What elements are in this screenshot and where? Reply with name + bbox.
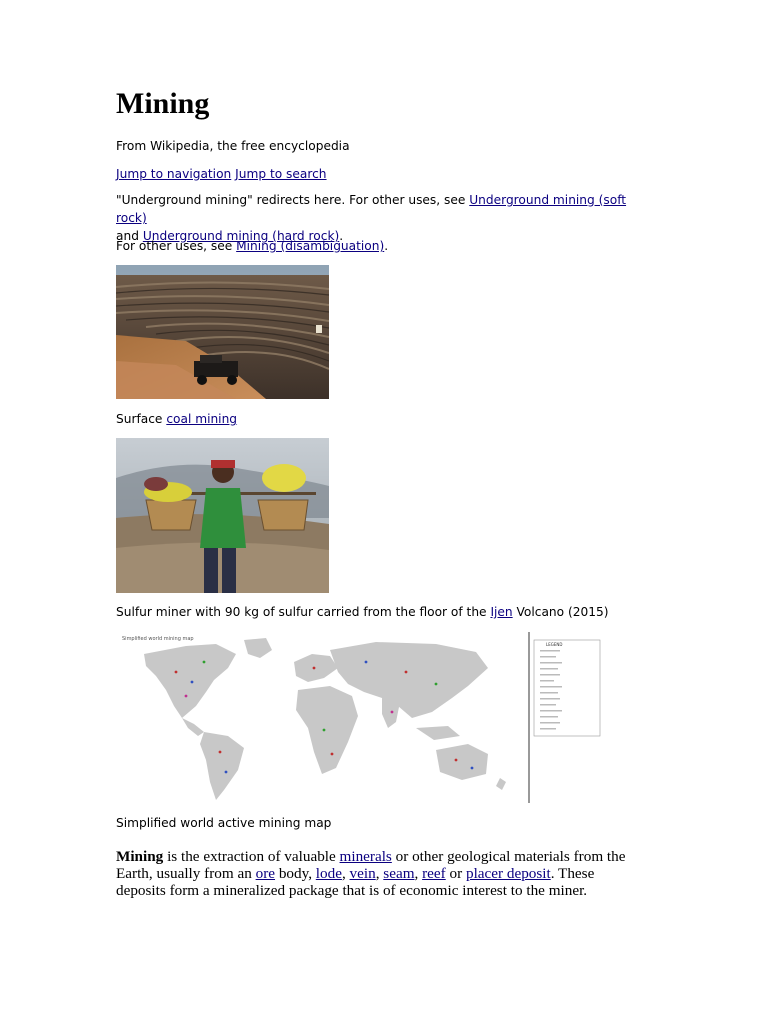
- placer-deposit-link[interactable]: placer deposit: [465, 865, 551, 882]
- caption-text: Sulfur miner with 90 kg of sulfur carried from the floor of the: [116, 605, 491, 619]
- lead-paragraph: [116, 848, 646, 899]
- jump-to-search-link[interactable]: Jump to search: [235, 167, 327, 181]
- minerals-link[interactable]: minerals: [339, 848, 392, 865]
- underground-mining-soft-rock-link[interactable]: Underground mining (soft rock): [116, 193, 627, 225]
- figure-caption: [116, 603, 609, 621]
- map-legend: [534, 640, 600, 736]
- figure-caption: [116, 410, 237, 428]
- figure-caption: Simplified world active mining map: [116, 816, 332, 830]
- hatnote-disambiguation: [116, 237, 388, 255]
- site-tagline: From Wikipedia, the free encyclopedia: [116, 139, 350, 153]
- lead-text: ,: [341, 865, 350, 882]
- lead-text: ,: [375, 865, 384, 882]
- hatnote-text: "Underground mining" redirects here. For other uses, see: [116, 193, 470, 207]
- coal-mine-illustration: [116, 265, 329, 399]
- lead-text: body,: [275, 865, 316, 882]
- lead-text: or: [445, 865, 466, 882]
- lead-text: or other geological materials from the Earth, usually from an: [116, 848, 626, 882]
- map-title: Simplified world mining map: [122, 636, 194, 642]
- jump-to-navigation-link[interactable]: Jump to navigation: [116, 167, 232, 181]
- ijen-link[interactable]: Ijen: [490, 605, 513, 619]
- coal-mine-photo[interactable]: [116, 265, 329, 399]
- page-title: Mining: [116, 87, 210, 120]
- jump-links: [116, 165, 327, 183]
- hatnote-text: and: [116, 229, 139, 243]
- lead-text: ,: [414, 865, 423, 882]
- underground-mining-hard-rock-link[interactable]: Underground mining (hard rock): [142, 229, 340, 243]
- hatnote-text: For other uses, see: [116, 239, 237, 253]
- sulfur-miner-photo[interactable]: [116, 438, 329, 593]
- lode-link[interactable]: lode: [315, 865, 342, 882]
- caption-text: Volcano (2015): [512, 605, 609, 619]
- vein-link[interactable]: vein: [349, 865, 376, 882]
- legend-title: LEGEND: [546, 642, 563, 647]
- ore-link[interactable]: ore: [255, 865, 276, 882]
- reef-link[interactable]: reef: [422, 865, 446, 882]
- world-map-illustration: [116, 632, 604, 803]
- hatnote-text: .: [339, 229, 344, 243]
- seam-link[interactable]: seam: [383, 865, 415, 882]
- sulfur-miner-illustration: [116, 438, 329, 593]
- caption-text: Surface: [116, 412, 167, 426]
- world-mining-map[interactable]: [116, 632, 604, 803]
- hatnote-text: .: [384, 239, 389, 253]
- lead-text: . These deposits form a mineralized package that is of economic interest to the miner.: [116, 865, 595, 899]
- coal-mining-link[interactable]: coal mining: [166, 412, 238, 426]
- lead-text: is the extraction of valuable: [163, 848, 340, 865]
- lead-bold-term: Mining: [116, 848, 164, 865]
- mining-disambiguation-link[interactable]: Mining (disambiguation): [236, 239, 385, 253]
